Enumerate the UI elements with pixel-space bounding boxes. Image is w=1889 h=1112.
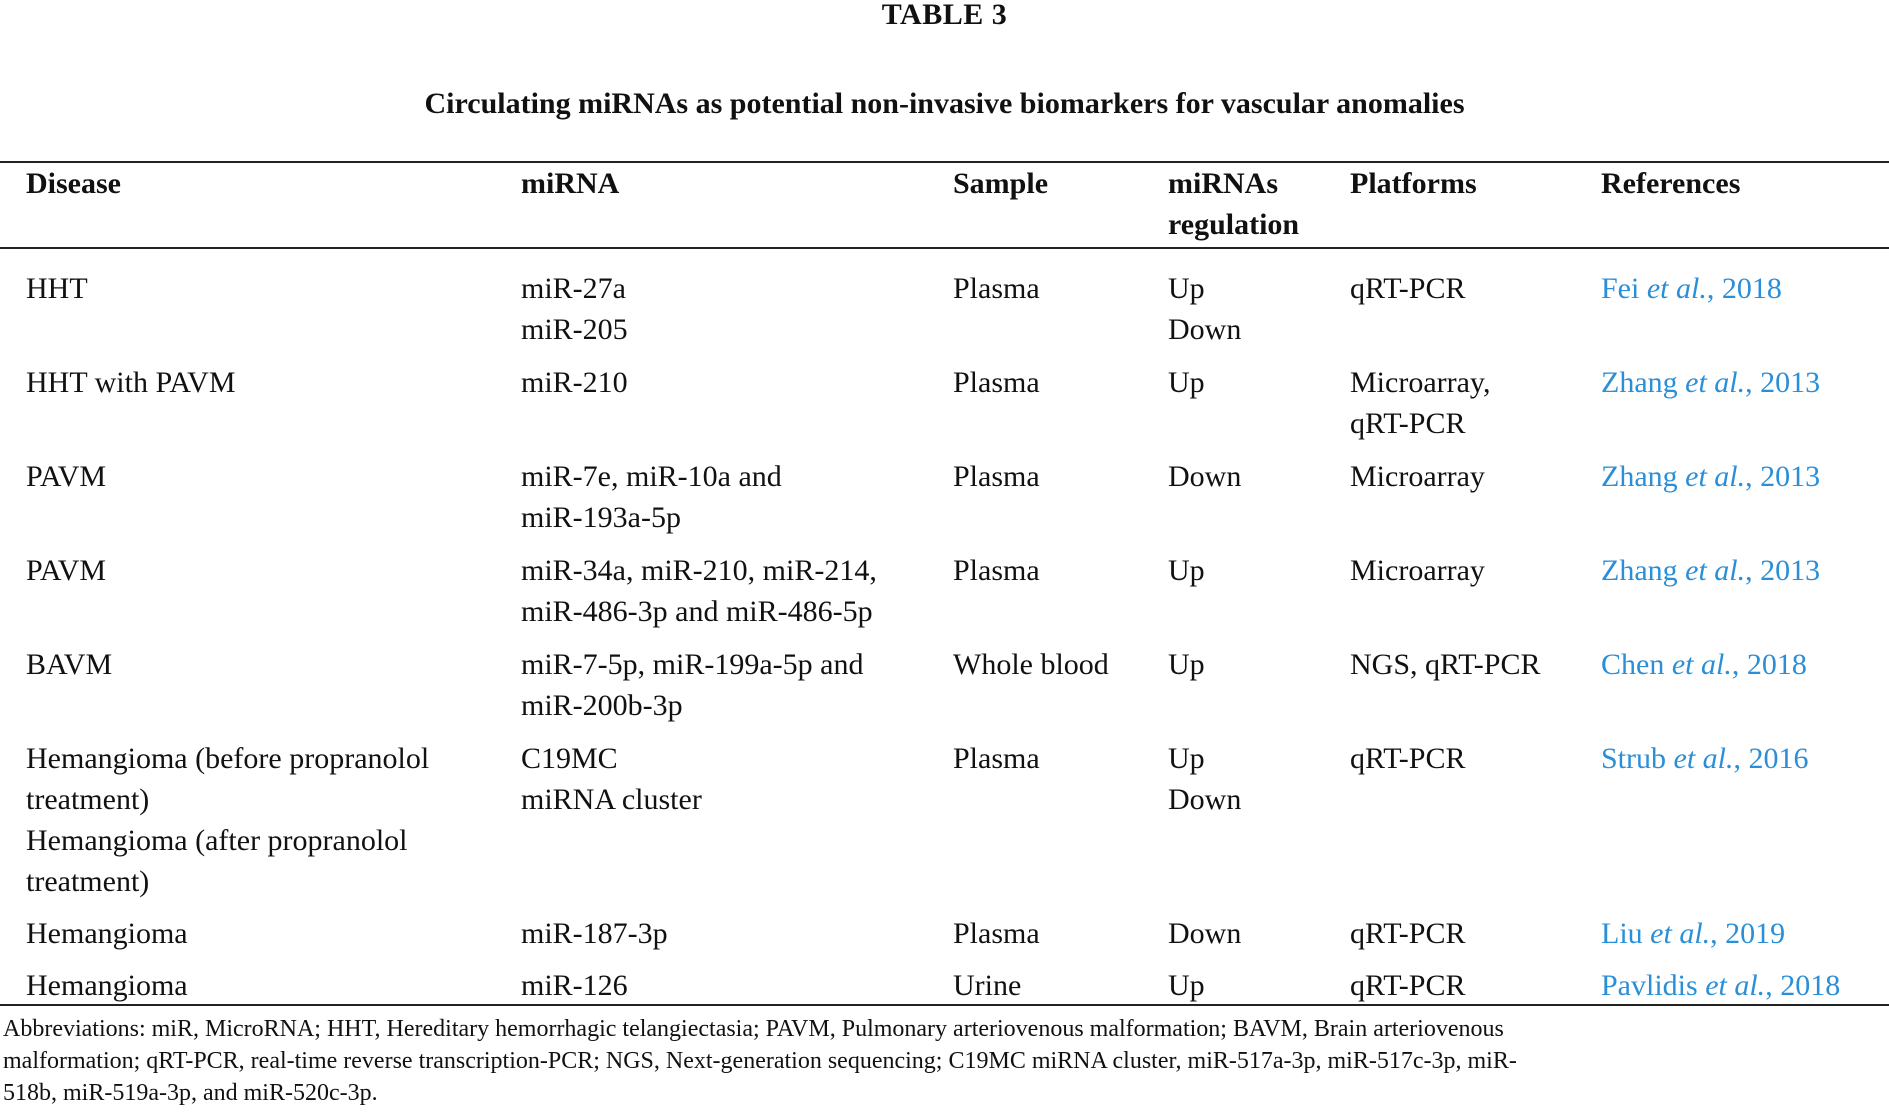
cell-regulation: Up (1168, 742, 1205, 775)
reference-etal: et al. (1685, 554, 1746, 587)
cell-mirna: C19MC (521, 742, 618, 775)
header-regulation: regulation (1168, 208, 1300, 241)
cell-sample: Plasma (953, 917, 1040, 950)
cell-mirna: miR-486-3p and miR-486-5p (521, 595, 873, 628)
cell-mirna: miR-187-3p (521, 917, 668, 950)
cell-platform: NGS, qRT-PCR (1350, 648, 1541, 681)
reference-link[interactable] (1601, 644, 1807, 685)
header-platforms: Platforms (1350, 167, 1477, 200)
cell-mirna: miR-193a-5p (521, 501, 681, 534)
cell-mirna: miR-7-5p, miR-199a-5p and (521, 648, 864, 681)
cell-sample: Urine (953, 969, 1022, 1002)
header-sample: Sample (953, 167, 1049, 200)
cell-disease: PAVM (26, 460, 107, 493)
cell-regulation: Up (1168, 554, 1205, 587)
cell-disease: HHT (26, 272, 88, 305)
header-regulation: miRNAs (1168, 167, 1278, 200)
cell-mirna: miR-210 (521, 366, 628, 399)
reference-year: , 2018 (1765, 969, 1841, 1002)
cell-platform: qRT-PCR (1350, 272, 1466, 305)
header-rule (0, 247, 1889, 249)
cell-mirna: miR-27a (521, 272, 626, 305)
reference-etal: et al. (1705, 969, 1766, 1002)
cell-disease: BAVM (26, 648, 113, 681)
cell-mirna: miR-34a, miR-210, miR-214, (521, 554, 877, 587)
cell-platform: Microarray (1350, 460, 1485, 493)
footnote-line: 518b, miR-519a-3p, and miR-520c-3p. (3, 1080, 378, 1106)
reference-author: Zhang (1601, 366, 1678, 399)
cell-mirna: miR-200b-3p (521, 689, 683, 722)
reference-year: , 2016 (1733, 742, 1809, 775)
cell-regulation: Down (1168, 460, 1242, 493)
cell-mirna: miR-7e, miR-10a and (521, 460, 782, 493)
reference-author: Zhang (1601, 554, 1678, 587)
cell-platform: Microarray (1350, 554, 1485, 587)
bottom-rule (0, 1004, 1889, 1006)
reference-author: Strub (1601, 742, 1667, 775)
cell-regulation: Up (1168, 366, 1205, 399)
reference-link[interactable] (1601, 965, 1840, 1006)
table-label: TABLE 3 (881, 0, 1008, 31)
cell-platform: qRT-PCR (1350, 407, 1466, 440)
reference-etal: et al. (1685, 366, 1746, 399)
cell-sample: Plasma (953, 554, 1040, 587)
header-references: References (1601, 167, 1741, 200)
header-mirna: miRNA (521, 167, 620, 200)
cell-regulation: Up (1168, 969, 1205, 1002)
cell-disease: PAVM (26, 554, 107, 587)
footnote-line: Abbreviations: miR, MicroRNA; HHT, Hereditary hemorrhagic telangiectasia; PAVM, Pulmonary arteriovenous malformation; BAVM, Brain arteriovenous (3, 1016, 1504, 1042)
reference-etal: et al. (1685, 460, 1746, 493)
cell-regulation: Up (1168, 272, 1205, 305)
cell-mirna: miRNA cluster (521, 783, 702, 816)
reference-etal: et al. (1671, 648, 1732, 681)
cell-disease: HHT with PAVM (26, 366, 236, 399)
reference-author: Liu (1601, 917, 1643, 950)
cell-disease: treatment) (26, 783, 150, 816)
cell-regulation: Up (1168, 648, 1205, 681)
cell-sample: Plasma (953, 366, 1040, 399)
reference-year: , 2019 (1710, 917, 1786, 950)
cell-sample: Plasma (953, 742, 1040, 775)
cell-mirna: miR-205 (521, 313, 628, 346)
cell-sample: Plasma (953, 460, 1040, 493)
footnote-line: malformation; qRT-PCR, real-time reverse transcription-PCR; NGS, Next-generation sequencing; C19MC miRNA cluster, miR-517a-3p, miR-517c-3p, miR- (3, 1048, 1517, 1074)
reference-etal: et al. (1646, 272, 1707, 305)
reference-link[interactable] (1601, 268, 1782, 309)
cell-platform: Microarray, (1350, 366, 1491, 399)
cell-sample: Plasma (953, 272, 1040, 305)
reference-link[interactable] (1601, 913, 1785, 954)
reference-author: Fei (1601, 272, 1640, 305)
cell-sample: Whole blood (953, 648, 1109, 681)
cell-disease: treatment) (26, 865, 150, 898)
reference-author: Pavlidis (1601, 969, 1698, 1002)
reference-link[interactable] (1601, 550, 1820, 591)
reference-author: Chen (1601, 648, 1665, 681)
cell-mirna: miR-126 (521, 969, 628, 1002)
reference-link[interactable] (1601, 738, 1809, 779)
reference-year: , 2013 (1745, 460, 1821, 493)
reference-author: Zhang (1601, 460, 1678, 493)
cell-regulation: Down (1168, 917, 1242, 950)
reference-etal: et al. (1650, 917, 1711, 950)
reference-year: , 2013 (1745, 366, 1821, 399)
reference-etal: et al. (1673, 742, 1734, 775)
table-title: Circulating miRNAs as potential non-invasive biomarkers for vascular anomalies (424, 87, 1465, 120)
cell-regulation: Down (1168, 313, 1242, 346)
cell-regulation: Down (1168, 783, 1242, 816)
reference-year: , 2013 (1745, 554, 1821, 587)
reference-link[interactable] (1601, 456, 1820, 497)
cell-disease: Hemangioma (after propranolol (26, 824, 408, 857)
cell-disease: Hemangioma (26, 917, 188, 950)
cell-platform: qRT-PCR (1350, 969, 1466, 1002)
cell-platform: qRT-PCR (1350, 742, 1466, 775)
table-footnote (3, 1013, 1885, 1109)
cell-disease: Hemangioma (before propranolol (26, 742, 430, 775)
reference-year: , 2018 (1731, 648, 1807, 681)
cell-disease: Hemangioma (26, 969, 188, 1002)
reference-link[interactable] (1601, 362, 1820, 403)
reference-year: , 2018 (1706, 272, 1782, 305)
header-disease: Disease (26, 167, 121, 200)
cell-platform: qRT-PCR (1350, 917, 1466, 950)
